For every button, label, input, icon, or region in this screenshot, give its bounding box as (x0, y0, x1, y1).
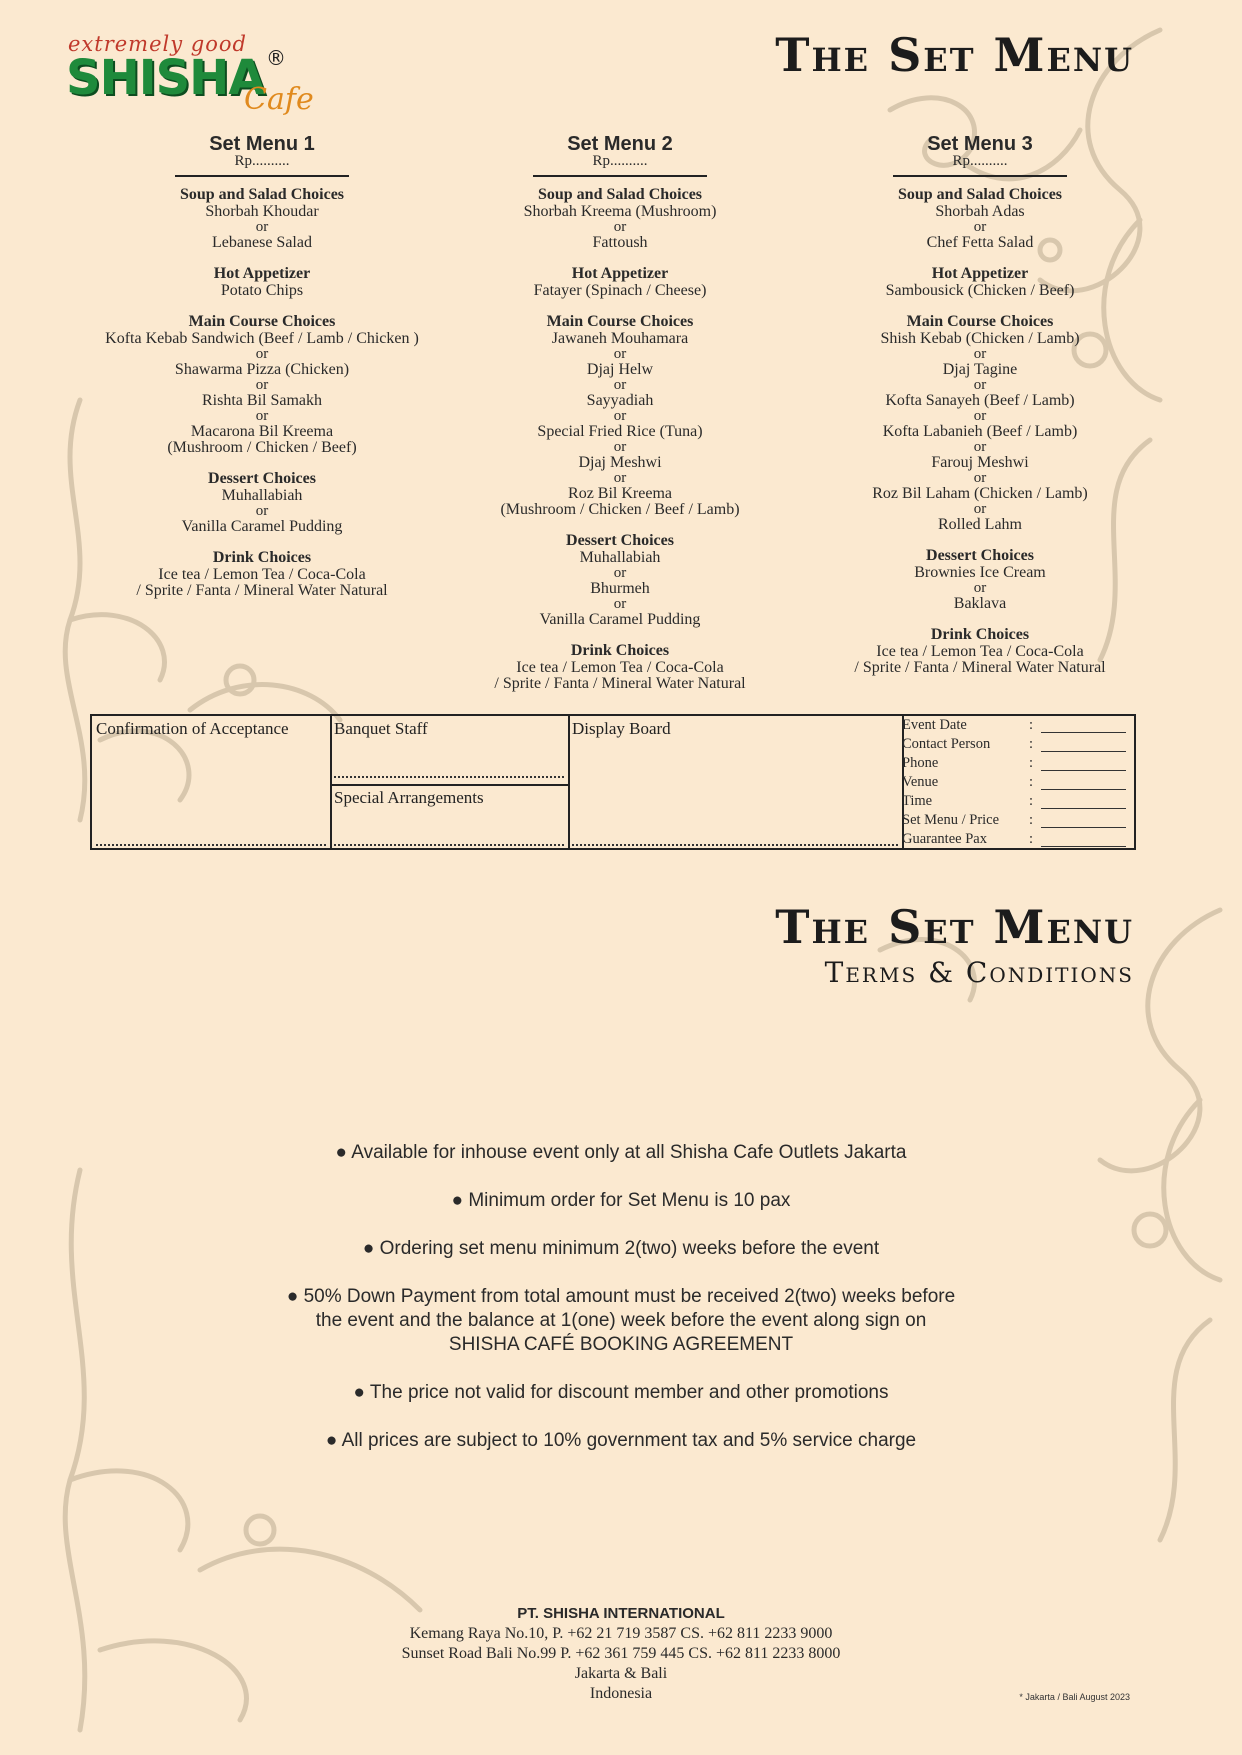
menu-item: Roz Bil Kreema (Mushroom / Chicken / Beef / Lamb) (500, 485, 740, 518)
or-separator: or (613, 439, 627, 455)
menu-section-heading: Drink Choices (212, 549, 312, 566)
menu-section (440, 642, 800, 692)
event-field-colon: : (1029, 793, 1034, 809)
set-menu-2 (440, 134, 800, 706)
menu-item: Ice tea / Lemon Tea / Coca-Cola / Sprite / Fanta / Mineral Water Natural (494, 659, 746, 692)
menu-section-heading: Drink Choices (930, 626, 1030, 643)
menu-item: Roz Bil Laham (Chicken / Lamb) (872, 485, 1088, 502)
menu-section-heading: Main Course Choices (188, 313, 336, 330)
menu-section (82, 313, 442, 456)
menu-item: Vanilla Caramel Pudding (539, 611, 701, 628)
shisha-cafe-logo (66, 32, 314, 117)
menu-section-heading: Soup and Salad Choices (179, 186, 345, 203)
event-field-row (902, 736, 1126, 755)
confirmation-cell (92, 716, 332, 848)
menu-section-heading: Dessert Choices (208, 470, 316, 487)
confirmation-sign-line[interactable] (96, 844, 326, 846)
terms-item: ● Available for inhouse event only at all Shisha Cafe Outlets Jakarta (335, 1142, 907, 1163)
event-field-label: Guarantee Pax (902, 831, 987, 847)
special-label: Special Arrangements (334, 788, 484, 807)
or-separator: or (255, 408, 269, 424)
menu-section-heading: Soup and Salad Choices (897, 186, 1063, 203)
footer-line-3: Jakarta & Bali (574, 1665, 668, 1682)
page-title: The Set Menu (775, 28, 1134, 82)
event-field-label: Time (902, 793, 933, 809)
menu-item: Muhallabiah (579, 549, 661, 566)
menu-item: Djaj Helw (586, 361, 654, 378)
event-field-input-line[interactable] (1041, 789, 1126, 790)
terms-item: ● Ordering set menu minimum 2(two) weeks before the event (362, 1238, 880, 1259)
menu-section (440, 532, 800, 628)
terms-item: ● All prices are subject to 10% government tax and 5% service charge (325, 1430, 917, 1451)
event-field-colon: : (1029, 717, 1034, 733)
or-separator: or (613, 219, 627, 235)
or-separator: or (613, 565, 627, 581)
menu-section (440, 186, 800, 251)
event-field-input-line[interactable] (1041, 770, 1126, 771)
set-menu-3 (800, 134, 1160, 690)
menu-section (82, 265, 442, 299)
menu-item: Rishta Bil Samakh (202, 392, 322, 409)
menu-item: Vanilla Caramel Pudding (181, 518, 343, 535)
event-field-row (902, 831, 1126, 850)
terms-title: The Set Menu (775, 900, 1134, 954)
or-separator: or (255, 503, 269, 519)
or-separator: or (973, 470, 987, 486)
menu-item: Fattoush (592, 234, 648, 251)
booking-form (90, 714, 1136, 850)
menu-section-heading: Dessert Choices (566, 532, 674, 549)
set-menu-price: Rp.......... (234, 153, 290, 169)
menu-section-heading: Dessert Choices (926, 547, 1034, 564)
or-separator: or (255, 377, 269, 393)
menu-item: Special Fried Rice (Tuna) (537, 423, 703, 440)
menu-item: Shorbah Adas (935, 203, 1025, 220)
banquet-cell (330, 716, 570, 848)
menu-section-heading: Hot Appetizer (213, 265, 311, 282)
event-field-input-line[interactable] (1041, 827, 1126, 828)
set-menu-divider (893, 175, 1067, 177)
menu-item: Shorbah Khoudar (205, 203, 319, 220)
footer (300, 1604, 942, 1704)
menu-item: Sambousick (Chicken / Beef) (885, 282, 1075, 299)
menu-item: Baklava (953, 595, 1007, 612)
menu-item: Kofta Labanieh (Beef / Lamb) (882, 423, 1078, 440)
event-field-row (902, 793, 1126, 812)
menu-section (82, 186, 442, 251)
display-cell (568, 716, 904, 848)
logo-tagline: extremely good (68, 32, 247, 56)
or-separator: or (973, 501, 987, 517)
event-field-label: Event Date (902, 717, 967, 733)
logo-brand: SHISHA (66, 50, 265, 106)
event-field-label: Set Menu / Price (902, 812, 1000, 828)
or-separator: or (255, 346, 269, 362)
set-menu-name: Set Menu 2 (567, 133, 673, 155)
menu-section (440, 313, 800, 518)
set-menu-name: Set Menu 3 (927, 133, 1033, 155)
terms-item: ● The price not valid for discount member and other promotions (353, 1382, 889, 1403)
event-field-label: Phone (902, 755, 939, 771)
set-menu-divider (533, 175, 707, 177)
set-menu-price: Rp.......... (592, 153, 648, 169)
or-separator: or (973, 408, 987, 424)
event-field-input-line[interactable] (1041, 808, 1126, 809)
menu-item: Chef Fetta Salad (926, 234, 1034, 251)
menu-item: Macarona Bil Kreema (Mushroom / Chicken / Beef) (167, 423, 357, 456)
or-separator: or (973, 219, 987, 235)
or-separator: or (973, 346, 987, 362)
set-menu-name: Set Menu 1 (209, 133, 315, 155)
terms-item: ● Minimum order for Set Menu is 10 pax (451, 1190, 791, 1211)
menu-section-heading: Drink Choices (570, 642, 670, 659)
event-field-colon: : (1029, 755, 1034, 771)
set-menu-divider (175, 175, 349, 177)
set-menu-1 (82, 134, 442, 613)
menu-section-heading: Soup and Salad Choices (537, 186, 703, 203)
terms-item: ● 50% Down Payment from total amount must be received 2(two) weeks before the event and the balance at 1(one) week before the event along sign on SHISHA CAFÉ BOOKING AGREEMENT (286, 1286, 956, 1355)
set-menu-price: Rp.......... (952, 153, 1008, 169)
footer-note: * Jakarta / Bali August 2023 (1019, 1692, 1130, 1702)
menu-section (800, 313, 1160, 533)
menu-item: Sayyadiah (586, 392, 654, 409)
menu-section-heading: Main Course Choices (546, 313, 694, 330)
menu-item: Djaj Meshwi (578, 454, 662, 471)
event-field-colon: : (1029, 736, 1034, 752)
menu-item: Brownies Ice Cream (914, 564, 1046, 581)
menu-item: Fatayer (Spinach / Cheese) (533, 282, 707, 299)
footer-line-1: Kemang Raya No.10, P. +62 21 719 3587 CS. +62 811 2233 9000 (409, 1625, 833, 1642)
menu-item: Bhurmeh (590, 580, 650, 597)
event-field-colon: : (1029, 831, 1034, 847)
menu-section (440, 265, 800, 299)
or-separator: or (973, 439, 987, 455)
menu-section (800, 547, 1160, 612)
menu-item: Lebanese Salad (212, 234, 312, 251)
logo-registered: ® (266, 46, 286, 70)
menu-section (800, 265, 1160, 299)
event-field-input-line[interactable] (1041, 732, 1126, 733)
display-label: Display Board (572, 719, 671, 738)
menu-item: Farouj Meshwi (931, 454, 1029, 471)
event-field-colon: : (1029, 812, 1034, 828)
or-separator: or (613, 346, 627, 362)
menu-item: Kofta Sanayeh (Beef / Lamb) (885, 392, 1075, 409)
menu-section-heading: Main Course Choices (906, 313, 1054, 330)
display-sign-line[interactable] (572, 844, 898, 846)
or-separator: or (613, 408, 627, 424)
event-field-row (902, 812, 1126, 831)
menu-section (800, 186, 1160, 251)
special-sign-line[interactable] (334, 844, 564, 846)
or-separator: or (613, 596, 627, 612)
event-field-label: Venue (902, 774, 939, 790)
confirmation-label: Confirmation of Acceptance (96, 719, 289, 738)
menu-item: Shorbah Kreema (Mushroom) (523, 203, 717, 220)
footer-company: PT. SHISHA INTERNATIONAL (517, 1605, 725, 1622)
menu-section-heading: Hot Appetizer (931, 265, 1029, 282)
event-field-input-line[interactable] (1041, 751, 1126, 752)
footer-line-2: Sunset Road Bali No.99 P. +62 361 759 445 CS. +62 811 2233 8000 (401, 1645, 841, 1662)
menu-item: Jawaneh Mouhamara (551, 330, 689, 347)
menu-section (82, 549, 442, 599)
event-field-row (902, 774, 1126, 793)
banquet-sign-line[interactable] (334, 776, 564, 778)
menu-item: Kofta Kebab Sandwich (Beef / Lamb / Chicken ) (105, 330, 419, 347)
terms-subtitle: Terms & Conditions (824, 956, 1134, 989)
event-field-row (902, 755, 1126, 774)
menu-section (800, 626, 1160, 676)
menu-item: Ice tea / Lemon Tea / Coca-Cola / Sprite / Fanta / Mineral Water Natural (136, 566, 388, 599)
menu-item: Shish Kebab (Chicken / Lamb) (880, 330, 1080, 347)
menu-item: Ice tea / Lemon Tea / Coca-Cola / Sprite / Fanta / Mineral Water Natural (854, 643, 1106, 676)
menu-item: Djaj Tagine (942, 361, 1018, 378)
menu-item: Muhallabiah (221, 487, 303, 504)
event-field-input-line[interactable] (1041, 846, 1126, 847)
or-separator: or (613, 470, 627, 486)
menu-section-heading: Hot Appetizer (571, 265, 669, 282)
footer-line-4: Indonesia (589, 1685, 653, 1702)
or-separator: or (613, 377, 627, 393)
event-field-label: Contact Person (902, 736, 991, 752)
logo-cafe: Cafe (244, 82, 314, 117)
event-details (902, 716, 1134, 848)
terms-list (200, 1141, 1042, 1477)
or-separator: or (255, 219, 269, 235)
or-separator: or (973, 580, 987, 596)
banquet-divider (330, 784, 568, 786)
menu-item: Rolled Lahm (938, 516, 1022, 533)
menu-item: Potato Chips (220, 282, 304, 299)
banquet-label: Banquet Staff (334, 719, 428, 738)
menu-section (82, 470, 442, 535)
event-field-row (902, 717, 1126, 736)
menu-item: Shawarma Pizza (Chicken) (174, 361, 350, 378)
or-separator: or (973, 377, 987, 393)
event-field-colon: : (1029, 774, 1034, 790)
